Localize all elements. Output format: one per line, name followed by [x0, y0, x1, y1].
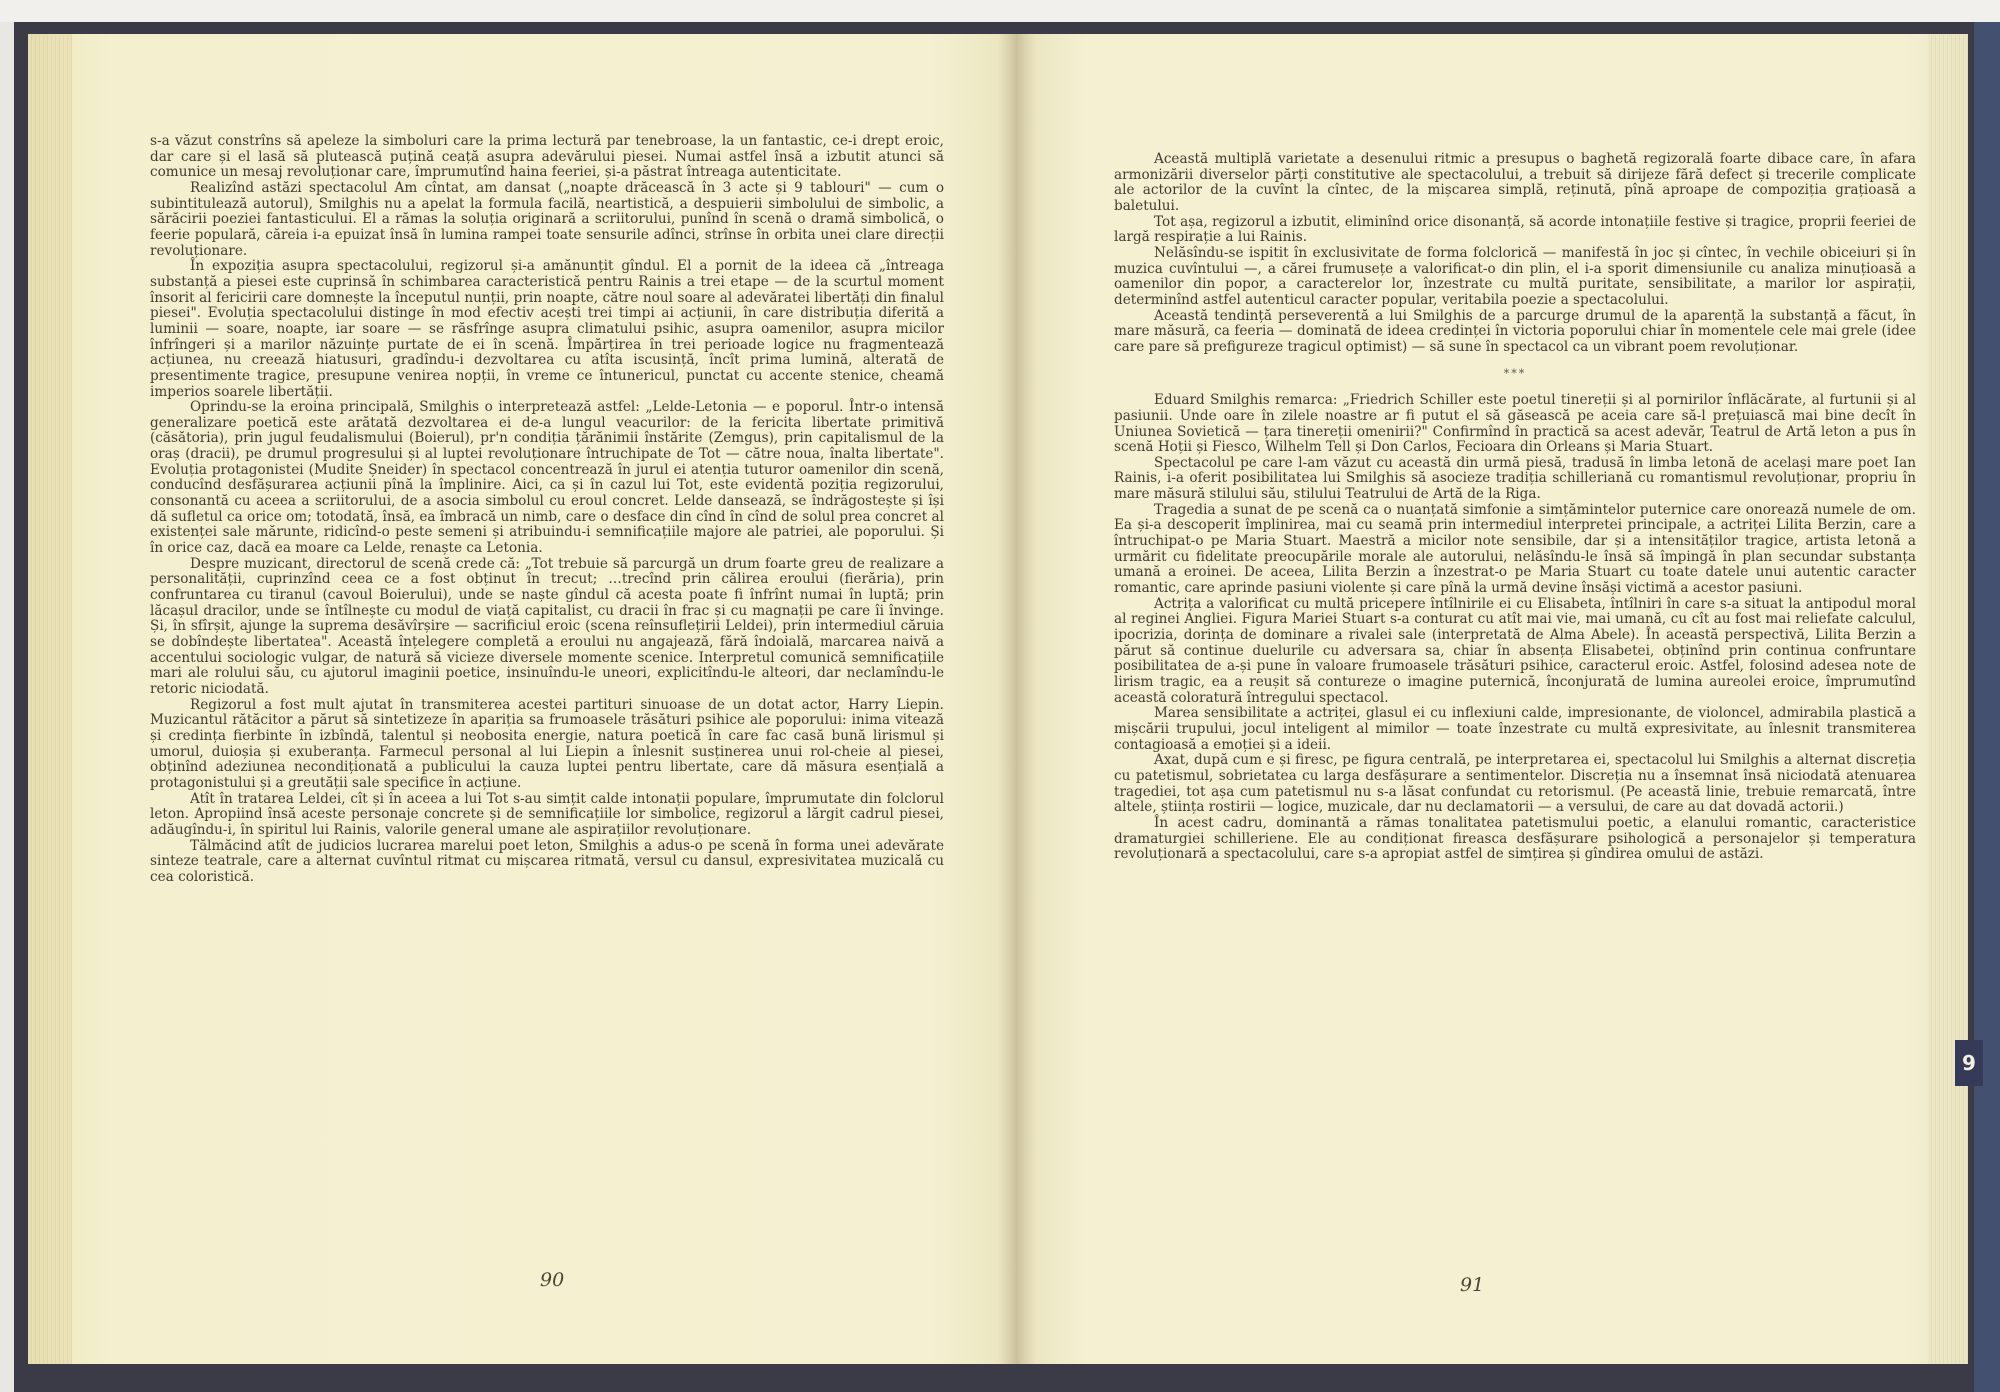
- paragraph: Tot așa, regizorul a izbutit, eliminînd orice disonanță, să acorde intonațiile festive și tragice, proprii feeriei de largă respirație a lui Rainis.: [1114, 213, 1916, 246]
- left-page: [28, 34, 1018, 1364]
- paragraph: Tragedia a sunat de pe scenă ca o nuanțată simfonie a simțămintelor puternice care onorează numele de om. Ea și-a descoperit împlinirea, mai cu seamă prin intermediul interpretei principale, a actriței Lilita Berzin, care a întruchipat-o pe Maria Stuart. Maestră a micilor note sensibile, dar și a intensităților tragice, artista letonă a urmărit cu fidelitate preocupările morale ale autorului, nelăsîndu-le însă să împingă în plan secundar substanța umană a eroinei. De aceea, Lilita Berzin a înzestrat-o pe Maria Stuart cu toate datele unui autentic caracter romantic, care aprinde pasiuni violente și care pînă la urmă devine însăși victimă a acestor pasiuni.: [1114, 501, 1916, 597]
- page-number: 91: [1460, 1274, 1485, 1296]
- paragraph: Nelăsîndu-se ispitit în exclusivitate de forma folclorică — manifestă în joc și cîntec, în vechile obiceiuri și în muzica cuvîntului —, a cărei frumusețe a valorificat-o din plin, el i-a sporit dimensiunile cu analiza minuțioasă a oamenilor din popor, a caracterelor lor, înzestrate cu multă puritate, sensibilitate, a marilor lor aspirații, determinînd astfel autenticul caracter popular, veritabila poezie a spectacolului.: [1114, 244, 1916, 308]
- thumb-index-tab: 9: [1955, 1040, 1983, 1086]
- paragraph: Atît în tratarea Leldei, cît și în aceea a lui Tot s-au simțit calde intonații populare, împrumutate din folclorul leton. Apropiind însă aceste personaje concrete și de semnificațiile lor simbolice, regizorul a lărgit cadrul piesei, adăugîndu-i, în spiritul lui Rainis, valorile general umane ale aspirațiilor revoluționare.: [150, 790, 944, 838]
- paragraph: Această tendință perseverentă a lui Smilghis de a parcurge drumul de la aparență la substanță a făcut, în mare măsură, ca feeria — dominată de ideea credinței în victoria poporului chiar în momentele cele mai grele (idee care pare să prefigureze tragicul optimist) — să sune în spectacol ca un vibrant poem revoluționar.: [1114, 307, 1916, 355]
- paragraph: Tălmăcind atît de judicios lucrarea marelui poet leton, Smilghis a adus-o pe scenă în forma unei adevărate sinteze teatrale, care a alternat cuvîntul ritmat cu mișcarea ritmată, versul cu dansul, expresivitatea muzicală cu cea coloristică.: [150, 837, 944, 885]
- book-cover-edge: [1974, 22, 2000, 1392]
- paragraph: Marea sensibilitate a actriței, glasul ei cu inflexiuni calde, impresionante, de violoncel, admirabila plastică a mișcării trupului, jocul inteligent al mimilor — toate înzestrate cu multă expresivitate, au înlesnit transmiterea contagioasă a emoției și a ideii.: [1114, 705, 1916, 753]
- right-page: [1018, 34, 1968, 1364]
- paragraph: Axat, după cum e și firesc, pe figura centrală, pe interpretarea ei, spectacolul lui Smilghis a alternat discreția cu patetismul, sobrietatea cu larga desfășurare a sentimentelor. Discreția nu a însemnat însă niciodată atenuarea tragediei, tot așa cum patetismul nu s-a lăsat confundat cu retorismul. (Pe această linie, trebuie remarcată, între altele, știința rostirii — logice, muzicale, dar nu declamatorii — a versului, de care au dat dovadă actorii.): [1114, 752, 1916, 816]
- page-number: 90: [540, 1269, 565, 1291]
- paragraph: Eduard Smilghis remarca: „Friedrich Schiller este poetul tinereții și al pornirilor înflăcărate, al furtunii și al pasiunii. Unde oare în zilele noastre ar fi putut el să găsească pe aceia care să-l prețuiască mai bine decît în Uniunea Sovietică — țara tinereții omenirii?" Confirmînd în practică sa acest adevăr, Teatrul de Artă leton a pus în scenă Hoții și Fiesco, Wilhelm Tell și Don Carlos, Fecioara din Orleans și Maria Stuart.: [1114, 392, 1916, 456]
- scan-background-top: [0, 0, 2000, 22]
- paragraph: În expoziția asupra spectacolului, regizorul și-a amănunțit gîndul. El a pornit de la ideea că „întreaga substanță a piesei este cuprinsă în schimbarea caracteristică pentru Rainis a trei etape — de la scurtul moment însorit al fericirii care domnește la începutul nunții, prin noapte, către noul soare al adevăratei libertăți din finalul piesei". Evoluția spectacolului distinge în mod efectiv acești trei timpi ai acțiunii, în care distribuția diferită a luminii — soare, noapte, iar soare — se răsfrînge asupra climatului psihic, asupra oamenilor, asupra micilor înfrîngeri și a marilor năzuințe purtate de ei în scenă. Împărțirea în trei perioade logice nu fragmentează acțiunea, nu creează hiatusuri, gradîndu-i dezvoltarea cu atîta iscusință, încît prima lumină, alterată de presentimente tragice, presupune venirea nopții, în vreme ce întunericul, punctat cu accente stenice, cheamă imperios soarele libertății.: [150, 258, 944, 400]
- paragraph: Actrița a valorificat cu multă pricepere întîlnirile ei cu Elisabeta, întîlniri în care s-a situat la antipodul moral al reginei Angliei. Figura Mariei Stuart s-a conturat cu atît mai vie, mai umană, cu cît au fost mai reliefate calculul, ipocrizia, dorința de dominare a rivalei sale (interpretată de Alma Abele). În această perspectivă, Lilita Berzin a părut să continue duelurile cu adversara sa, chiar în absența Elisabetei, obținînd prin continua confruntare posibilitatea de a-și pune în valoare frumoasele trăsături psihice, caracterul eroic. Astfel, folosind adesea note de lirism tragic, ea a reușit să contureze o imagine puternică, înconjurată de lumina aureolei eroice, împrumutînd această coloratură întregului spectacol.: [1114, 595, 1916, 706]
- page-edges-right: [1928, 34, 1968, 1364]
- section-separator: ***: [1503, 366, 1527, 380]
- right-page-text: [1114, 152, 1916, 863]
- paragraph: Despre muzicant, directorul de scenă crede că: „Tot trebuie să parcurgă un drum foarte greu de realizare a personalității, cuprinzînd ceea ce a fost obținut în trecut; …trecînd prin călirea eroului (fierăria), prin confruntarea cu tiranul (cavoul Boierului), unde se naște gîndul că acesta poate fi înfrînt numai în luptă; prin lăcașul dracilor, unde se întîlnește cu modul de viață capitalist, cu dracii în frac și cu magnații pe care îi învinge. Și, în sfîrșit, ajunge la suprema desăvîrșire — sacrificiul eroic (scena reînsuflețirii Leldei), prin intermediul căruia se dobîndește libertatea". Această înțelegere completă a eroului nu angajează, fără îndoială, marcarea naivă a accentului sociologic vulgar, de natură să vicieze diversele momente scenice. Interpretul comunică semnificațiile mari ale rolului său, cu ajutorul imaginii poetice, insinuîndu-le uneori, explicitîndu-le alteori, dar neclamîndu-le retoric niciodată.: [150, 555, 944, 697]
- page-edges-left: [28, 34, 72, 1364]
- paragraph: Oprindu-se la eroina principală, Smilghis o interpretează astfel: „Lelde-Letonia — e poporul. Într-o intensă generalizare poetică este arătată dezvoltarea ei de-a lungul veacurilor: de la fericita libertate primitivă (căsătoria), prin jugul feudalismului (Boierul), pr'n condiția țărănimii înstărite (Zemgus), prin capitalismul de la oraș (dracii), pe drumul progresului și al luptei revoluționare întruchipate de Tot — către noua, înalta libertate". Evoluția protagonistei (Mudite Șneider) în spectacol concentrează în jurul ei atenția tuturor oamenilor din scenă, conducînd desfășurarea acțiunii pînă la împlinire. Aici, ca și în cazul lui Tot, este evidentă poziția regizorului, consonantă cu aceea a scriitorului, de a asocia simbolul cu eroul concret. Lelde dansează, se îndrăgostește și își dă sufletul ca orice om; totodată, însă, ea îmbracă un nimb, care o desface din cînd în cînd de solul prea concret al existenței sale mărunte, ridicînd-o peste semeni și atribuindu-i semnificațiile majore ale patriei, ale poporului. Și în orice caz, dacă ea moare ca Lelde, renaște ca Letonia.: [150, 399, 944, 557]
- paragraph: Realizînd astăzi spectacolul Am cîntat, am dansat („noapte drăcească în 3 acte și 9 tablouri" — cum o subintitulează autorul), Smilghis nu a apelat la formula facilă, neartistică, a despuierii simbolului de simbolic, a sărăcirii poeziei fantasticului. El a rămas la soluția originară a scriitorului, punînd în scenă o dramă simbolică, o feerie populară, căreia i-a epuizat însă în lumina rampei toate sensurile adînci, strînse în orbita unei clare direcții revoluționare.: [150, 179, 944, 259]
- paragraph: s-a văzut constrîns să apeleze la simboluri care la prima lectură par tenebroase, la un fantastic, ce-i drept eroic, dar care și el lasă să plutească puțină ceață asupra adevărului piesei. Numai astfel însă a izbutit atunci să comunice un mesaj revoluționar care, împrumutînd haina feeriei, și-a păstrat întreaga autenticitate.: [150, 133, 944, 181]
- paragraph: În acest cadru, dominantă a rămas tonalitatea patetismului poetic, a elanului romantic, caracteristice dramaturgiei schilleriene. Ele au condiționat fireasca desfășurare psihologică a personajelor și temperatura revoluționară a spectacolului, care s-a apropiat astfel de simțirea și gîndirea omului de astăzi.: [1114, 814, 1916, 863]
- left-page-text: [150, 134, 944, 886]
- paragraph: Spectacolul pe care l-am văzut cu această din urmă piesă, tradusă în limba letonă de același mare poet Ian Rainis, i-a oferit posibilitatea lui Smilghis să asocieze tradiția schilleriană cu romantismul revoluționar, propriu în mare măsură stilului său, stilului Teatrului de Artă de la Riga.: [1114, 454, 1916, 503]
- paragraph: Regizorul a fost mult ajutat în transmiterea acestei partituri sinuoase de un dotat actor, Harry Liepin. Muzicantul rătăcitor a părut să sintetizeze în apariția sa frumoasele trăsături psihice ale poporului: inima vitează și credința fierbinte în izbîndă, talentul și neobosita energie, natura poetică în care fac casă bună lirismul și umorul, duioșia și exuberanța. Farmecul personal al lui Liepin a înlesnit susținerea unui rol-cheie al piesei, obținînd adeziunea necondiționată a publicului la cauza luptei pentru libertate, care dă măsura esențială a protagonistului și a greutății sale specifice în acțiune.: [150, 696, 944, 791]
- paragraph: Această multiplă varietate a desenului ritmic a presupus o baghetă regizorală foarte dibace care, în afara armonizării diverselor părți constitutive ale spectacolului, a trebuit să dirijeze fără defect și trecerile complicate ale actorilor de la cuvînt la cîntec, de la mișcarea simplă, reținută, pînă aproape de compoziția grațioasă a baletului.: [1114, 151, 1916, 214]
